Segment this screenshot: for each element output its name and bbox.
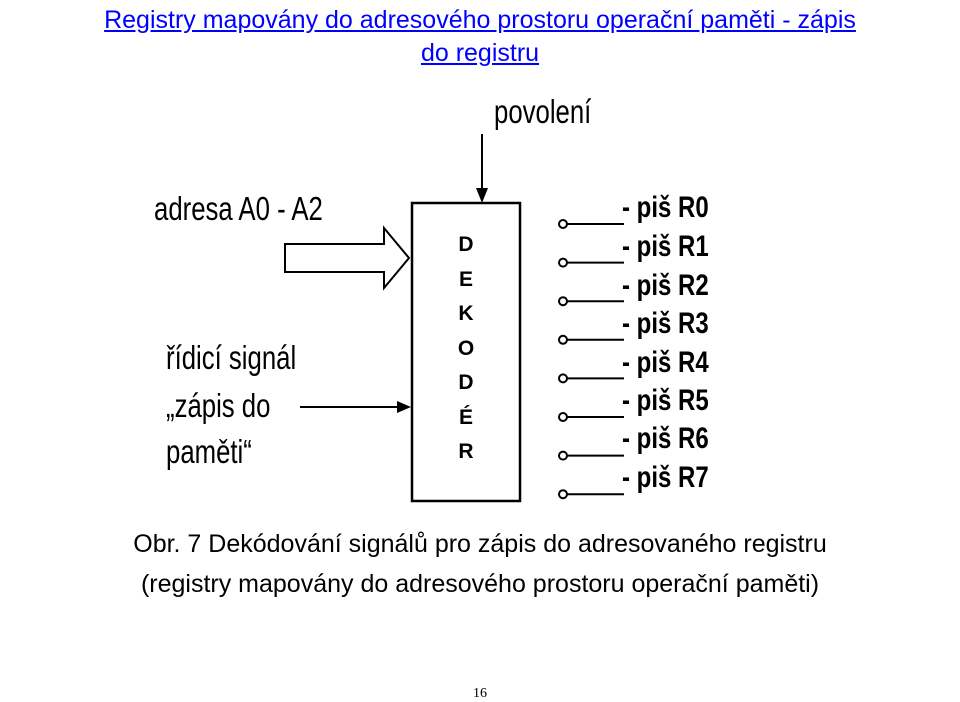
control-label-line1: řídicí signál — [166, 339, 297, 376]
output-label-r4: - piš R4 — [622, 346, 709, 379]
control-arrowhead — [397, 401, 411, 413]
output-bubble — [559, 374, 567, 382]
output-bubble — [559, 336, 567, 344]
address-label: adresa A0 - A2 — [154, 190, 323, 227]
output-bubble — [559, 297, 567, 305]
decoder-outputs — [559, 220, 624, 498]
output-label-r2: - piš R2 — [622, 269, 709, 302]
control-label-line2: „zápis do — [166, 387, 271, 424]
output-label-r5: - piš R5 — [622, 384, 709, 417]
slide-title-line1: Registry mapovány do adresového prostoru operační paměti - zápis — [104, 6, 856, 34]
output-bubble — [559, 452, 567, 460]
decoder-letter: D — [458, 233, 474, 256]
output-label-r7: - piš R7 — [622, 461, 709, 494]
output-bubble — [559, 220, 567, 228]
page-number: 16 — [473, 686, 487, 701]
output-label-r6: - piš R6 — [622, 422, 709, 455]
decoder-letter: D — [458, 371, 474, 394]
output-label-r1: - piš R1 — [622, 230, 709, 263]
output-label-r0: - piš R0 — [622, 191, 709, 224]
decoder-letters — [412, 228, 520, 470]
enable-label: povolení — [494, 93, 592, 130]
decoder-letter: O — [457, 336, 475, 360]
decoder-letter: K — [458, 302, 474, 325]
slide-title-line2: do registru — [420, 39, 540, 67]
output-label-r3: - piš R3 — [622, 307, 709, 340]
address-bus-arrow — [285, 228, 409, 288]
output-bubble — [559, 259, 567, 267]
decoder-letter: E — [458, 267, 473, 291]
figure-caption-line2: (registry mapovány do adresového prostoru operační paměti) — [140, 570, 820, 598]
decoder-letter: R — [458, 440, 474, 463]
control-label-line3: paměti“ — [166, 433, 252, 470]
enable-arrowhead — [476, 188, 488, 203]
output-bubble — [559, 490, 567, 498]
decoder-letter: É — [458, 405, 473, 429]
figure-caption-line1: Obr. 7 Dekódování signálů pro zápis do adresovaného registru — [133, 530, 827, 558]
output-bubble — [559, 413, 567, 421]
